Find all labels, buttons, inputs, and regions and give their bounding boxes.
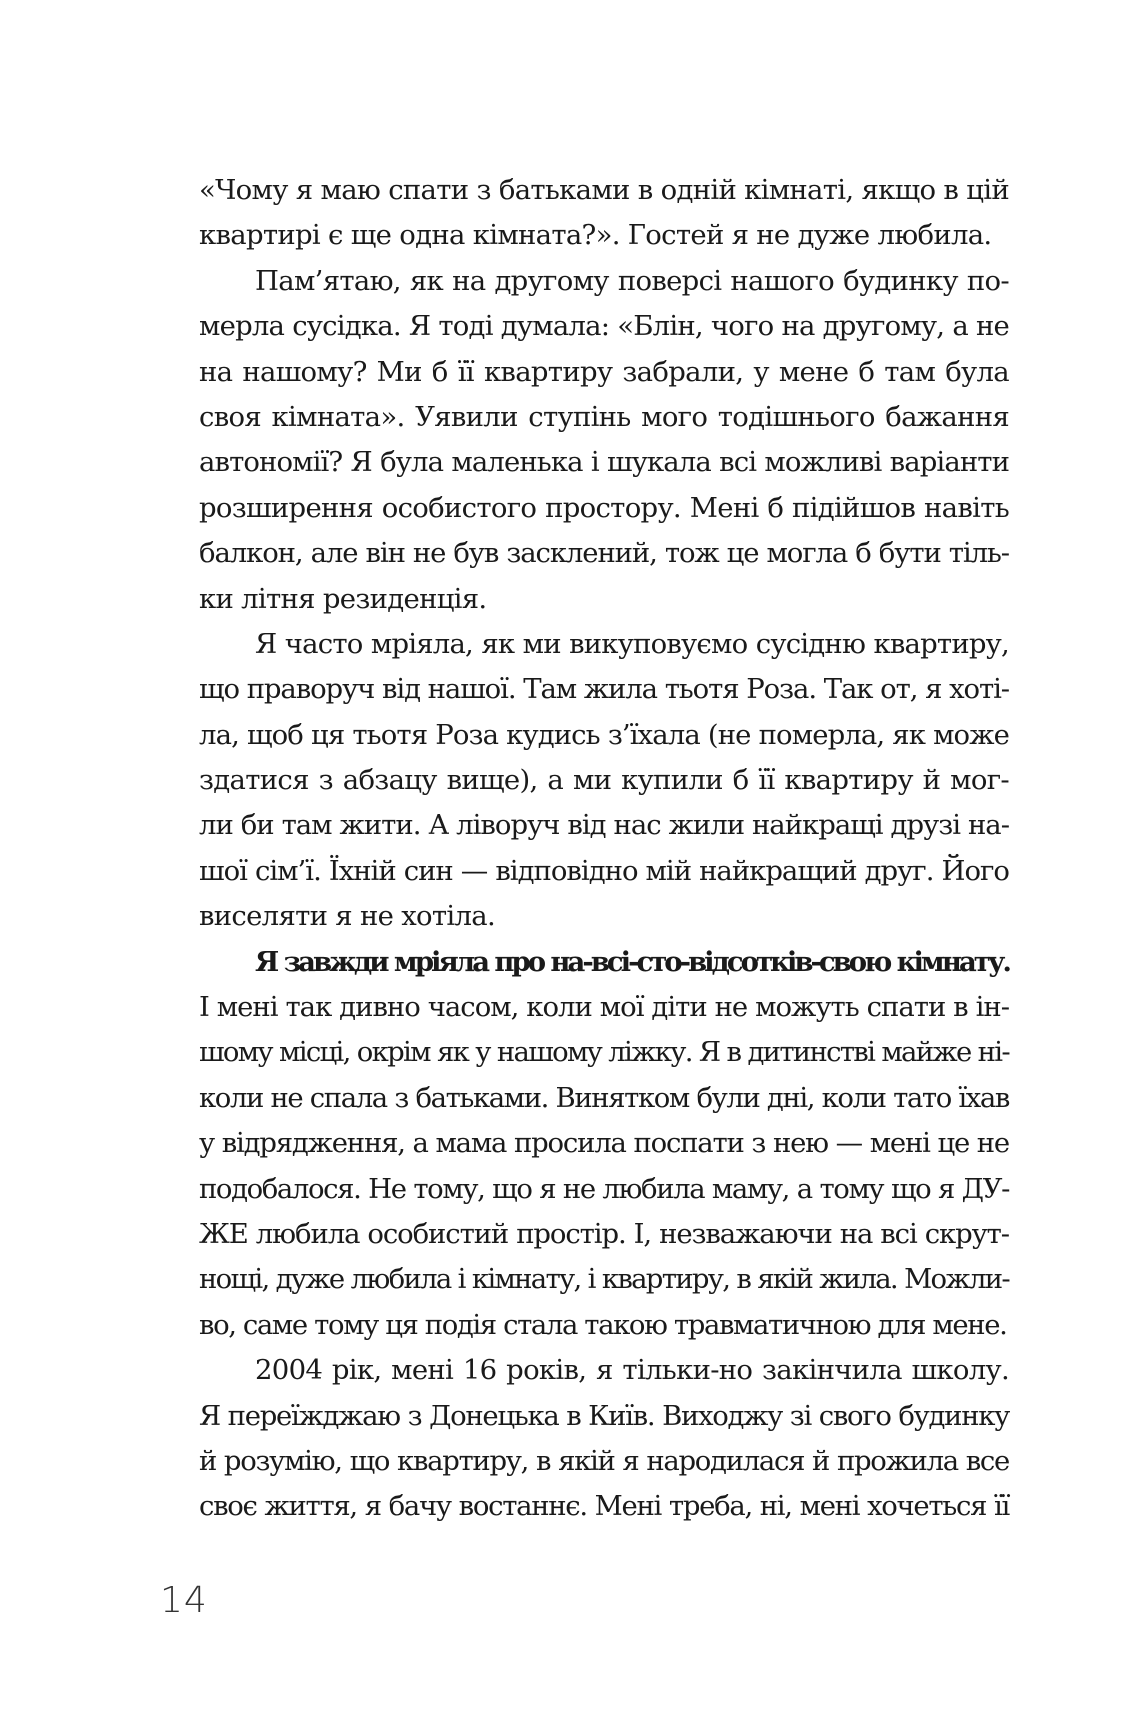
text-line: у відрядження, а мама просила поспати з нею — мені це не	[199, 1127, 1009, 1160]
text-line: виселяти я не хотіла.	[199, 900, 496, 933]
text-line: розширення особистого простору. Мені б підійшов навіть	[199, 491, 1009, 524]
text-line: шому місці, окрім як у нашому ліжку. Я в дитинстві майже ні-	[199, 1036, 1009, 1069]
text-line: 2004 рік, мені 16 років, я тільки-но закінчила школу.	[255, 1354, 1009, 1387]
text-line: своя кімната». Уявили ступінь мого тодішнього бажання	[199, 400, 1009, 433]
text-line: шої сім’ї. Їхній син — відповідно мій найкращий друг. Його	[199, 854, 1009, 887]
text-line: коли не спала з батьками. Винятком були дні, коли тато їхав	[199, 1081, 1009, 1114]
text-line: Пам’ятаю, як на другому поверсі нашого будинку по-	[255, 264, 1009, 297]
text-line: Я часто мріяла, як ми викуповуємо сусідню квартиру,	[255, 627, 1009, 660]
text-line: квартирі є ще одна кімната?». Гостей я не дуже любила.	[199, 219, 992, 252]
text-line: що праворуч від нашої. Там жила тьотя Роза. Так от, я хоті-	[199, 673, 1009, 706]
text-line: во, саме тому ця подія стала такою травматичною для мене.	[199, 1308, 1007, 1341]
page-number: 14	[160, 1580, 208, 1621]
text-line: ЖЕ любила особистий простір. І, незважаючи на всі скрут-	[199, 1217, 1009, 1250]
text-line: на нашому? Ми б її квартиру забрали, у мене б там була	[199, 355, 1009, 388]
text-line: ла, щоб ця тьотя Роза кудись з’їхала (не померла, як може	[199, 718, 1009, 751]
text-line: Я переїжджаю з Донецька в Київ. Виходжу зі свого будинку	[199, 1399, 1009, 1432]
body-text	[199, 168, 1009, 1530]
text-line: балкон, але він не був засклений, тож це могла б бути тіль-	[199, 537, 1009, 570]
text-line: «Чому я маю спати з батьками в одній кімнаті, якщо в цій	[199, 174, 1009, 206]
text-line: ки літня резиденція.	[199, 582, 487, 615]
text-line: своє життя, я бачу востаннє. Мені треба, ні, мені хочеться її	[199, 1490, 1009, 1523]
text-line: здатися з абзацу вище), а ми купили б її квартиру й мог-	[199, 764, 1009, 797]
text-line: подобалося. Не тому, що я не любила маму, а тому що я ДУ-	[199, 1172, 1009, 1205]
text-line: й розумію, що квартиру, в якій я народилася й прожила все	[199, 1444, 1009, 1477]
text-line: І мені так дивно часом, коли мої діти не можуть спати в ін-	[199, 991, 1009, 1024]
bold-text-line: Я завжди мріяла про на-всі-сто-відсотків-свою кімнату.	[255, 945, 1009, 978]
text-line: мерла сусідка. Я тоді думала: «Блін, чого на другому, а не	[199, 310, 1009, 343]
text-line: ли би там жити. А ліворуч від нас жили найкращі друзі на-	[199, 809, 1009, 842]
text-line: нощі, дуже любила і кімнату, і квартиру, в якій жила. Можли-	[199, 1263, 1009, 1296]
text-line: автономії? Я була маленька і шукала всі можливі варіанти	[199, 446, 1009, 479]
